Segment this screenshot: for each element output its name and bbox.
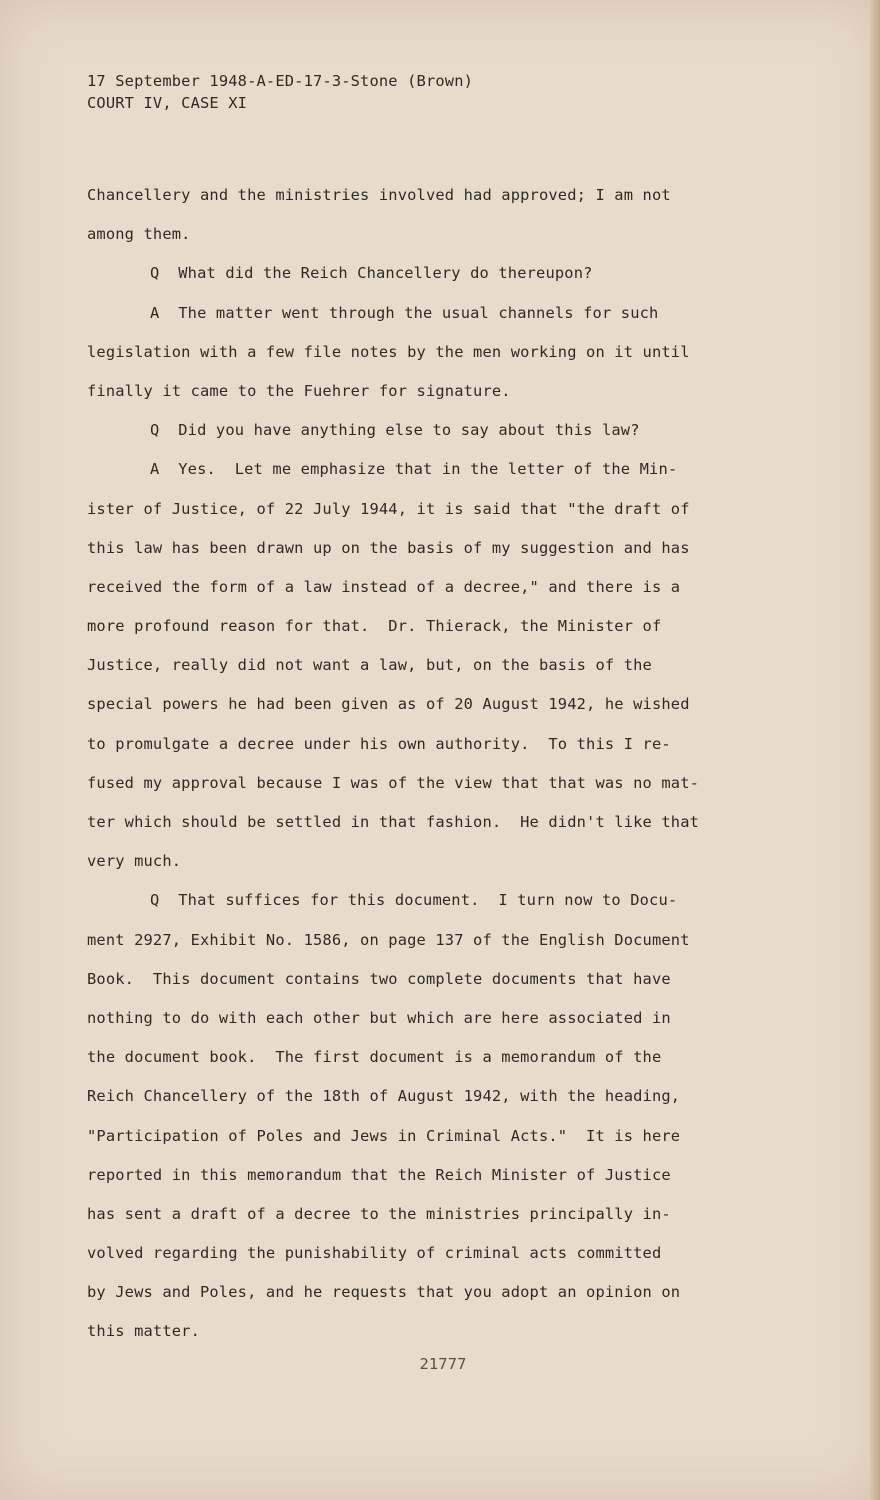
- transcript-line: A The matter went through the usual channels for such: [150, 303, 659, 322]
- transcript-line: the document book. The first document is a memorandum of the: [87, 1048, 662, 1067]
- header-court-case: COURT IV, CASE XI: [87, 94, 248, 112]
- transcript-line: Book. This document contains two complete documents that have: [87, 969, 671, 988]
- transcript-line: volved regarding the punishability of criminal acts committed: [87, 1244, 662, 1263]
- page-number: 21777: [419, 1355, 467, 1373]
- transcript-line: special powers he had been given as of 20 August 1942, he wished: [87, 695, 690, 714]
- transcript-line: Reich Chancellery of the 18th of August 1942, with the heading,: [87, 1087, 681, 1106]
- transcript-line: this matter.: [87, 1322, 200, 1341]
- transcript-line: has sent a draft of a decree to the ministries principally in-: [87, 1204, 671, 1223]
- transcript-line: "Participation of Poles and Jews in Criminal Acts." It is here: [87, 1126, 681, 1145]
- transcript-body: [87, 182, 727, 1358]
- transcript-line: A Yes. Let me emphasize that in the letter of the Min-: [150, 460, 678, 479]
- transcript-line: finally it came to the Fuehrer for signature.: [87, 381, 511, 400]
- transcript-line: more profound reason for that. Dr. Thierack, the Minister of: [87, 617, 662, 636]
- transcript-line: Q What did the Reich Chancellery do thereupon?: [150, 264, 593, 283]
- header-date-reference: 17 September 1948-A-ED-17-3-Stone (Brown): [87, 72, 474, 90]
- transcript-line: Q That suffices for this document. I turn now to Docu-: [150, 891, 678, 910]
- document-header: [87, 70, 473, 114]
- transcript-line: Justice, really did not want a law, but, on the basis of the: [87, 656, 652, 675]
- transcript-line: reported in this memorandum that the Reich Minister of Justice: [87, 1165, 671, 1184]
- transcript-line: ister of Justice, of 22 July 1944, it is said that "the draft of: [87, 499, 690, 518]
- transcript-line: ment 2927, Exhibit No. 1586, on page 137 of the English Document: [87, 930, 690, 949]
- transcript-line: legislation with a few file notes by the men working on it until: [87, 342, 690, 361]
- page-edge: [870, 0, 880, 1500]
- transcript-line: very much.: [87, 852, 182, 871]
- transcript-line: by Jews and Poles, and he requests that you adopt an opinion on: [87, 1283, 681, 1302]
- transcript-line: ter which should be settled in that fashion. He didn't like that: [87, 813, 700, 831]
- transcript-line: this law has been drawn up on the basis of my suggestion and has: [87, 538, 690, 557]
- transcript-line: Q Did you have anything else to say about this law?: [150, 421, 640, 440]
- transcript-line: among them.: [87, 225, 191, 244]
- transcript-line: received the form of a law instead of a decree," and there is a: [87, 577, 681, 596]
- transcript-line: fused my approval because I was of the view that that was no mat-: [87, 773, 700, 792]
- transcript-line: nothing to do with each other but which are here associated in: [87, 1008, 671, 1027]
- transcript-line: Chancellery and the ministries involved had approved; I am not: [87, 186, 671, 204]
- transcript-line: to promulgate a decree under his own authority. To this I re-: [87, 734, 671, 753]
